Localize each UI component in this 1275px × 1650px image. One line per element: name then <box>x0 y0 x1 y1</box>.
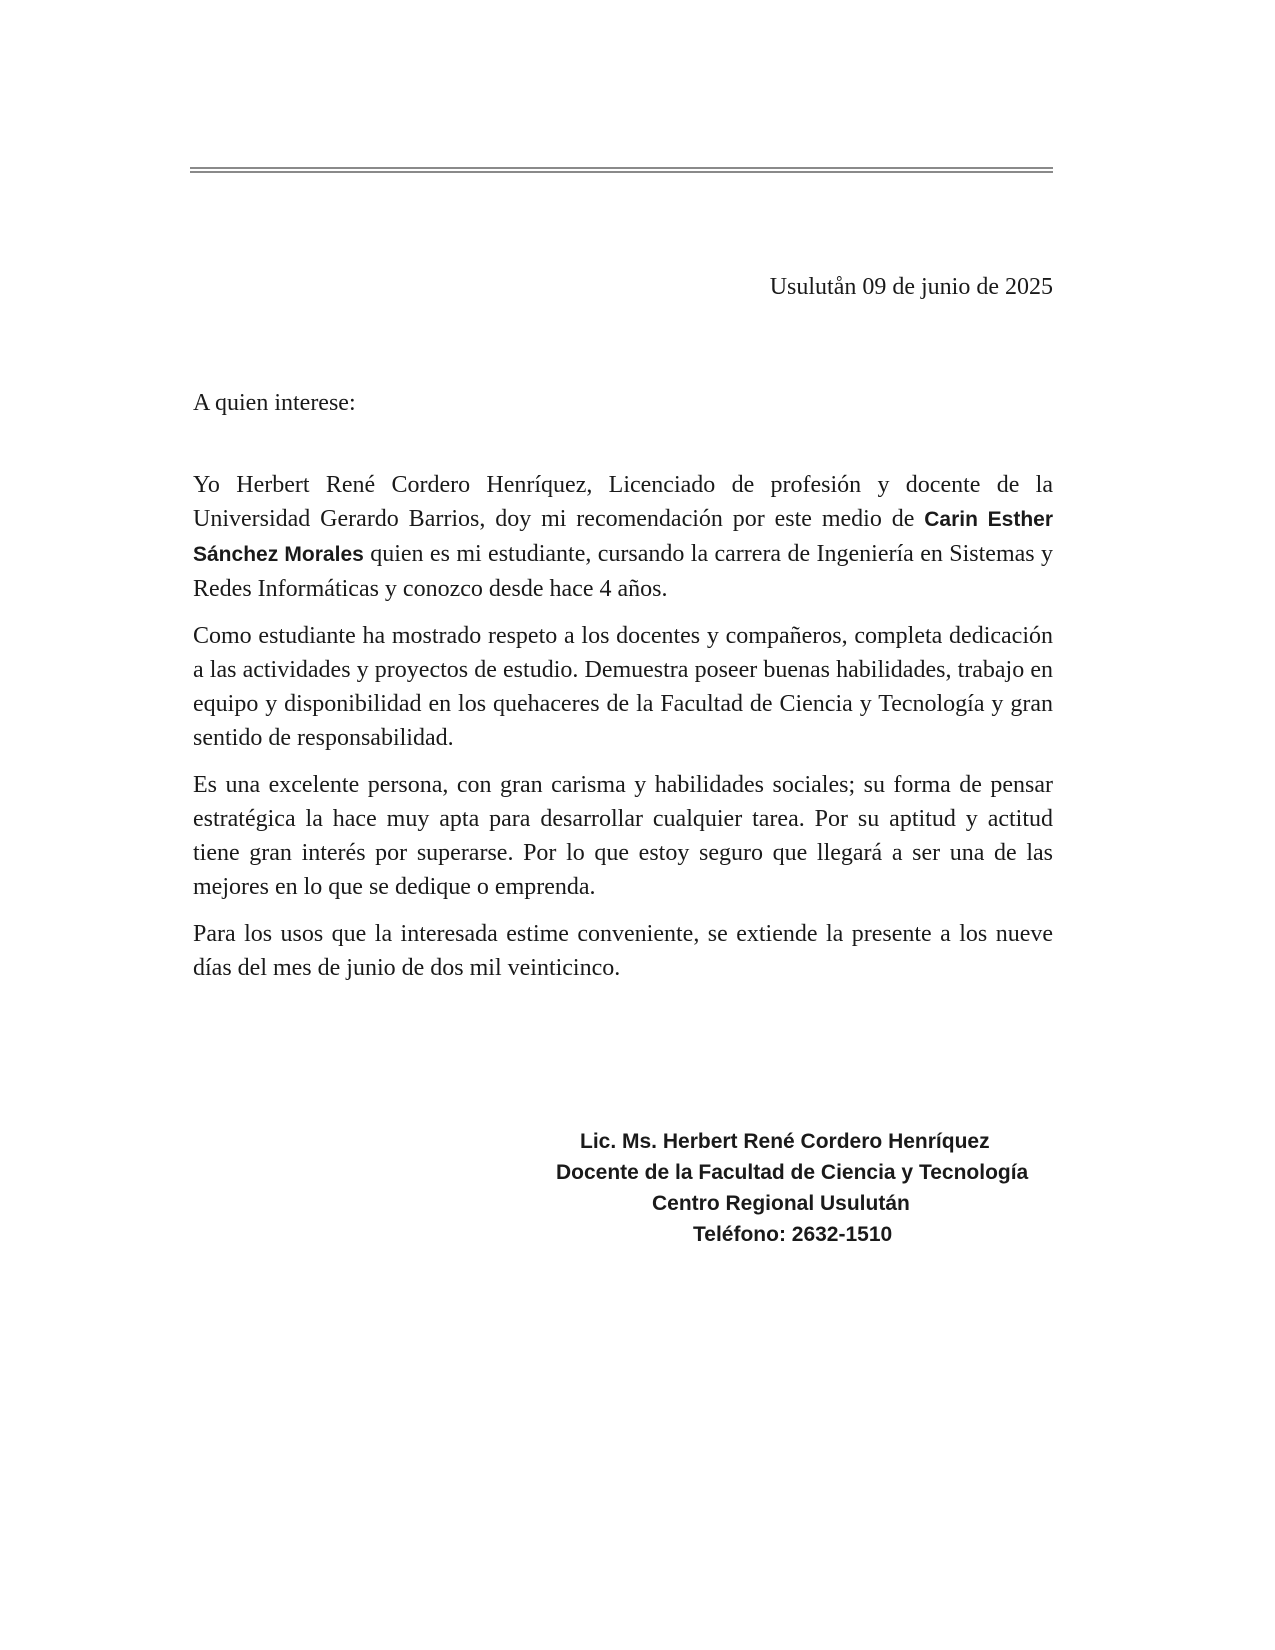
letter-body <box>193 468 1053 998</box>
paragraph-recommendation <box>193 468 1053 606</box>
letter-date: Usulutån 09 de junio de 2025 <box>769 274 1053 300</box>
paragraph-1-intro: Yo Herbert René Cordero Henríquez, Licenciado de profesión y docente de la Universidad Gerardo Barrios, doy mi recomendación por este medio de <box>193 472 1053 532</box>
signer-name: Lic. Ms. Herbert René Cordero Henríquez <box>580 1130 990 1153</box>
paragraph-closing: Para los usos que la interesada estime conveniente, se extiende la presente a los nueve días del mes de junio de dos mil veinticinco. <box>193 921 1053 981</box>
signer-phone: Teléfono: 2632-1510 <box>693 1223 893 1246</box>
signer-role: Docente de la Facultad de Ciencia y Tecnología <box>556 1161 1029 1184</box>
paragraph-1-rest: quien es mi estudiante, cursando la carrera de Ingeniería en Sistemas y Redes Informáticas y conozco desde hace 4 años. <box>193 541 1053 602</box>
header-double-rule <box>190 167 1053 173</box>
paragraph-personal-qualities: Es una excelente persona, con gran carisma y habilidades sociales; su forma de pensar estratégica la hace muy apta para desarrollar cualquier tarea. Por su aptitud y actitud tiene gran interés por superarse. Por lo que estoy seguro que llegará a ser una de las mejores en lo que se dedique o emprenda. <box>193 772 1053 900</box>
paragraph-student-qualities: Como estudiante ha mostrado respeto a los docentes y compañeros, completa dedicación a las actividades y proyectos de estudio. Demuestra poseer buenas habilidades, trabajo en equipo y disponibilidad en los quehaceres de la Facultad de Ciencia y Tecnología y gran sentido de responsabilidad. <box>193 623 1053 751</box>
student-name: Carin Esther Sánchez Morales <box>193 508 1054 566</box>
signature-block <box>548 1126 1053 1250</box>
signer-center: Centro Regional Usulután <box>652 1192 910 1215</box>
salutation: A quien interese: <box>193 390 356 416</box>
